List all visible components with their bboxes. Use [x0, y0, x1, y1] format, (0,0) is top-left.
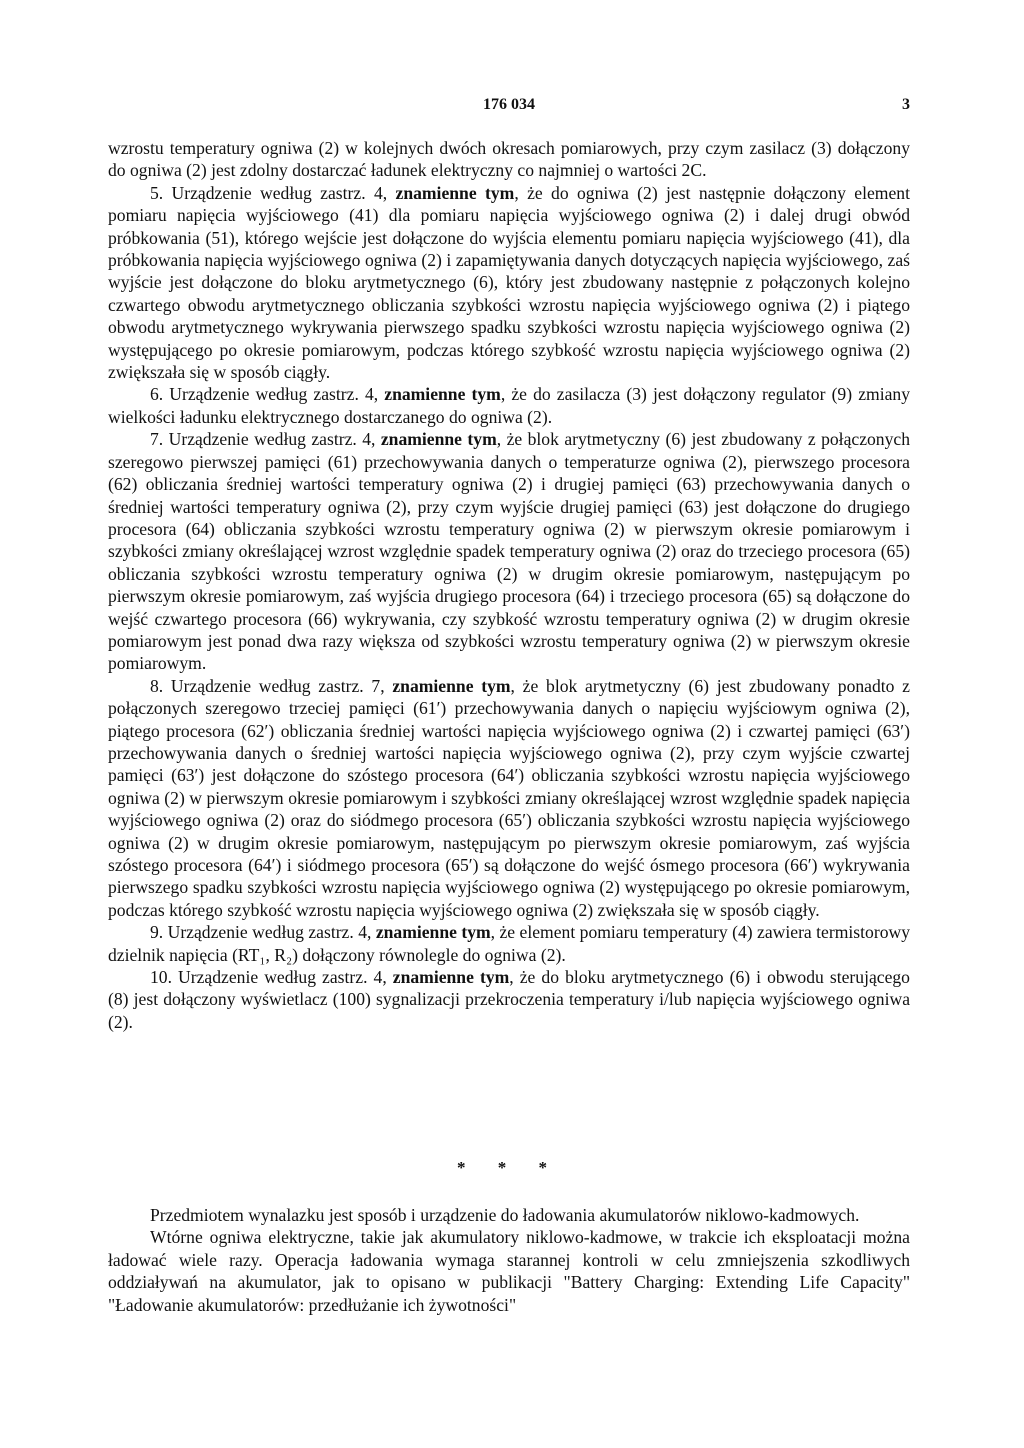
document-number: 176 034	[483, 96, 535, 113]
claim-text: 5. Urządzenie według zastrz. 4,	[150, 182, 396, 203]
claim-text: wzrostu temperatury ogniwa (2) w kolejnych dwóch okresach pomiarowych, przy czym zasilacz (3) dołączony do ogniwa (2) jest zdolny dostarczać ładunek elektryczny co najmniej o wartości 2C.	[108, 138, 910, 181]
claim-keyword: znamienne tym	[375, 922, 491, 943]
description-section	[108, 1204, 910, 1316]
claim-9	[108, 921, 910, 966]
claim-keyword: znamienne tym	[384, 384, 501, 405]
claim-text: 8. Urządzenie według zastrz. 7,	[150, 675, 393, 696]
claim-keyword: znamienne tym	[392, 967, 510, 988]
claim-text: , że blok arytmetyczny (6) jest zbudowany ponadto z połączonych szeregowo trzeciej pamięci (61′) przechowywania danych o napięciu wyjściowym ogniwa (2), piątego procesora (62′) obliczania średniej wartości napięcia wyjściowego ogniwa (2) i czwartej pamięci (63′) przechowywania danych o średniej wartości napięcia wyjściowego ogniwa (2), przy czym wyjście czwartej pamięci (63′) jest dołączone do szóstego procesora (64′) obliczania szybkości wzrostu napięcia wyjściowego ogniwa (2) w pierwszym okresie pomiarowym i szybkości zmiany określającej wzrost względnie spadek napięcia wyjściowego ogniwa (2) oraz do siódmego procesora (65′) obliczania szybkości wzrostu napięcia wyjściowego ogniwa (2) w drugim okresie pomiarowym, następującym po pierwszym okresie pomiarowym, zaś wyjścia szóstego procesora (64′) i siódmego procesora (65′) są dołączone do wejść ósmego procesora (66′) wykrywania pierwszego spadku szybkości wzrostu napięcia wyjściowego ogniwa (2) występującego po okresie pomiarowym, podczas którego szybkość wzrostu napięcia wyjściowego ogniwa (2) zwiększała się w sposób ciągły.	[108, 675, 910, 920]
claim-keyword: znamienne tym	[380, 429, 497, 450]
claim-text: 10. Urządzenie według zastrz. 4,	[150, 967, 393, 988]
claim-keyword: znamienne tym	[392, 675, 511, 696]
claim-7	[108, 428, 910, 674]
claim-6	[108, 383, 910, 428]
claim-10	[108, 966, 910, 1033]
claim-text: , że do bloku arytmetycznego (6) i obwodu sterującego (8) jest dołączony wyświetlacz (100) sygnalizacji przekroczenia temperatury i/lub napięcia wyjściowego ogniwa (2).	[108, 967, 910, 1032]
page-header	[108, 96, 910, 120]
claim-text: 6. Urządzenie według zastrz. 4,	[150, 384, 385, 405]
claim-8	[108, 675, 910, 921]
claims-section	[108, 137, 910, 1033]
claim-keyword: znamienne tym	[395, 182, 515, 203]
claim-text: , że element pomiaru temperatury (4) zawiera termistorowy dzielnik napięcia (RT₁, R₂) dołączony równolegle do ogniwa (2).	[108, 922, 910, 965]
claim-text: 7. Urządzenie według zastrz. 4,	[150, 429, 381, 450]
description-paragraph: Wtórne ogniwa elektryczne, takie jak akumulatory niklowo-kadmowe, w trakcie ich eksploatacji można ładować wiele razy. Operacja ładowania wymaga starannej kontroli w celu zmniejszenia szkodliwych oddziaływań na akumulator, jak to opisano w publikacji "Battery Charging: Extending Life Capacity" "Ładowanie akumulatorów: przedłużanie ich żywotności"	[108, 1227, 910, 1315]
claim-text: , że blok arytmetyczny (6) jest zbudowany z połączonych szeregowo pierwszej pamięci (61) przechowywania danych o temperaturze ogniwa (2), pierwszego procesora (62) obliczania średniej wartości temperatury ogniwa (2) i drugiej pamięci (63) przechowywania danych o średniej wartości temperatury ogniwa (2), przy czym wyjście drugiej pamięci (63) jest dołączone do drugiego procesora (64) obliczania szybkości wzrostu temperatury ogniwa (2) w pierwszym okresie pomiarowym i szybkości zmiany określającej wzrost względnie spadek temperatury ogniwa (2) oraz do trzeciego procesora (65) obliczania szybkości wzrostu temperatury ogniwa (2) w drugim okresie pomiarowym, następującym po pierwszym okresie pomiarowym, zaś wyjścia drugiego procesora (64) i trzeciego procesora (65) są dołączone do wejść czwartego procesora (66) wykrywania, czy szybkość wzrostu temperatury ogniwa (2) w drugim okresie pomiarowym jest ponad dwa razy większa od szybkości wzrostu temperatury ogniwa (2) w pierwszym okresie pomiarowym.	[108, 429, 910, 674]
claim-4-continuation	[108, 137, 910, 182]
claim-5	[108, 182, 910, 384]
claim-text: , że do ogniwa (2) jest następnie dołączony element pomiaru napięcia wyjściowego (41) dla pomiaru napięcia wyjściowego ogniwa (2) i dalej drugi obwód próbkowania (51), którego wejście jest dołączone do wyjścia elementu pomiaru napięcia wyjściowego (41), dla próbkowania napięcia wyjściowego ogniwa (2) i zapamiętywania danych dotyczących napięcia wyjściowego, zaś wyjście jest dołączone do bloku arytmetycznego (6), który jest zbudowany następnie z połączonych kolejno czwartego obwodu arytmetycznego obliczania szybkości wzrostu napięcia wyjściowego ogniwa (2) i piątego obwodu arytmetycznego wykrywania pierwszego spadku szybkości wzrostu napięcia wyjściowego ogniwa (2) występującego po okresie pomiarowym, podczas którego szybkość wzrostu napięcia wyjściowego ogniwa (2) zwiększała się w sposób ciągły.	[108, 182, 910, 383]
description-paragraph: Przedmiotem wynalazku jest sposób i urządzenie do ładowania akumulatorów niklowo-kadmowych.	[150, 1205, 860, 1225]
page-number: 3	[902, 96, 910, 113]
section-separator: * * *	[457, 1158, 561, 1177]
claim-text: 9. Urządzenie według zastrz. 4,	[150, 922, 376, 943]
claim-text: , że do zasilacza (3) jest dołączony regulator (9) zmiany wielkości ładunku elektrycznego dostarczanego do ogniwa (2).	[108, 384, 910, 427]
